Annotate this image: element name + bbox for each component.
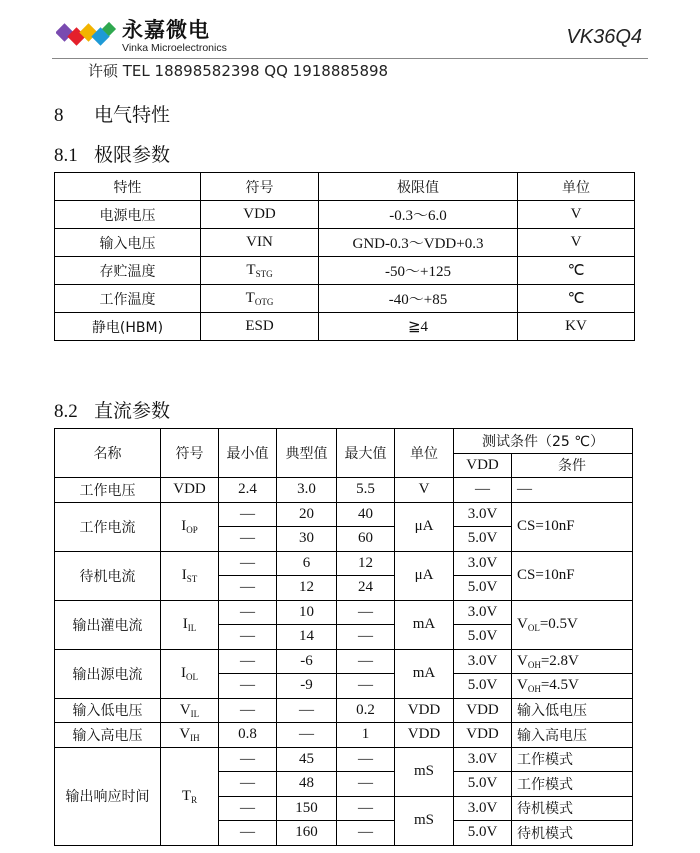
test-vdd: 5.0V (454, 527, 512, 552)
section-number: 8.1 (54, 145, 78, 166)
test-condition: 输入低电压 (512, 698, 633, 723)
max-value: 12 (337, 551, 395, 576)
section-8-1-heading (54, 140, 170, 167)
unit: mA (395, 649, 454, 698)
unit: μA (395, 551, 454, 600)
table-header-row (55, 173, 635, 201)
test-condition: 工作模式 (512, 747, 633, 772)
param-name: 输入低电压 (55, 698, 161, 723)
unit: mA (395, 600, 454, 649)
unit: VDD (395, 698, 454, 723)
typ-value: — (277, 723, 337, 748)
typ-value: 45 (277, 747, 337, 772)
param-symbol: $I_{ST}$ (161, 551, 219, 600)
unit: μA (395, 502, 454, 551)
param-symbol: $V_{IL}$ (161, 698, 219, 723)
unit: V (395, 478, 454, 503)
test-vdd: 5.0V (454, 772, 512, 797)
header-cell: 典型值 (277, 429, 337, 478)
table-row (55, 229, 635, 257)
max-value: 24 (337, 576, 395, 601)
typ-value: 6 (277, 551, 337, 576)
section-title: 直流参数 (94, 400, 171, 422)
test-vdd: VDD (454, 698, 512, 723)
min-value: — (219, 527, 277, 552)
param-unit: KV (518, 313, 635, 341)
max-value: — (337, 674, 395, 699)
test-vdd: 3.0V (454, 796, 512, 821)
test-vdd: 3.0V (454, 502, 512, 527)
param-symbol: $I_{IL}$ (161, 600, 219, 649)
header-cell: 符号 (201, 173, 319, 201)
test-vdd: VDD (454, 723, 512, 748)
header-cell: 符号 (161, 429, 219, 478)
typ-value: 160 (277, 821, 337, 846)
max-value: — (337, 772, 395, 797)
header-cell: 条件 (512, 453, 633, 478)
section-8-2-heading (54, 396, 170, 423)
min-value: — (219, 674, 277, 699)
test-condition: — (512, 478, 633, 503)
param-name: 输出源电流 (55, 649, 161, 698)
test-vdd: 3.0V (454, 649, 512, 674)
table-row (55, 551, 633, 576)
typ-value: 14 (277, 625, 337, 650)
min-value: — (219, 625, 277, 650)
test-condition: 待机模式 (512, 796, 633, 821)
table-row (55, 313, 635, 341)
section-number: 8.2 (54, 401, 78, 422)
test-condition: 待机模式 (512, 821, 633, 846)
test-vdd: 5.0V (454, 576, 512, 601)
table-row (55, 698, 633, 723)
param-symbol: VDD (161, 478, 219, 503)
table-row (55, 201, 635, 229)
param-symbol: $I_{OL}$ (161, 649, 219, 698)
test-condition: $V_{OL}=0.5V$ (512, 600, 633, 649)
min-value: — (219, 576, 277, 601)
max-value: — (337, 747, 395, 772)
header-cell: 最大值 (337, 429, 395, 478)
typ-value: 48 (277, 772, 337, 797)
test-vdd: — (454, 478, 512, 503)
brand-name-en: Vinka Microelectronics (122, 42, 227, 54)
company-logo (56, 18, 118, 52)
min-value: — (219, 796, 277, 821)
header-cell: VDD (454, 453, 512, 478)
param-symbol: $T_{OTG}$ (201, 285, 319, 313)
test-vdd: 5.0V (454, 625, 512, 650)
min-value: — (219, 600, 277, 625)
param-symbol: VIN (201, 229, 319, 257)
param-value: -50～+125 (319, 257, 518, 285)
param-name: 工作电压 (55, 478, 161, 503)
param-symbol: $I_{OP}$ (161, 502, 219, 551)
param-value: -0.3～6.0 (319, 201, 518, 229)
test-condition: 工作模式 (512, 772, 633, 797)
table-header-row (55, 429, 633, 454)
param-value: GND-0.3～VDD+0.3 (319, 229, 518, 257)
table-row (55, 747, 633, 772)
table-row (55, 478, 633, 503)
header-cell: 单位 (518, 173, 635, 201)
min-value: — (219, 772, 277, 797)
param-unit: V (518, 229, 635, 257)
min-value: — (219, 747, 277, 772)
max-value: — (337, 796, 395, 821)
header-divider (52, 58, 648, 59)
param-name: 输出响应时间 (55, 747, 161, 845)
max-value: 1 (337, 723, 395, 748)
typ-value: 20 (277, 502, 337, 527)
test-vdd: 3.0V (454, 600, 512, 625)
typ-value: 3.0 (277, 478, 337, 503)
contact-info: 许硕 TEL 18898582398 QQ 1918885898 (88, 62, 389, 80)
param-symbol: $V_{IH}$ (161, 723, 219, 748)
min-value: — (219, 649, 277, 674)
max-value: — (337, 649, 395, 674)
param-name: 输出灌电流 (55, 600, 161, 649)
param-unit: V (518, 201, 635, 229)
header-cell: 特性 (55, 173, 201, 201)
header-cell: 名称 (55, 429, 161, 478)
param-unit: ℃ (518, 285, 635, 313)
table-row (55, 649, 633, 674)
param-value: ≧4 (319, 313, 518, 341)
header-cell: 测试条件（25 ℃） (454, 429, 633, 454)
section-title: 极限参数 (94, 144, 171, 166)
max-value: 5.5 (337, 478, 395, 503)
param-name: 输入高电压 (55, 723, 161, 748)
param-symbol: VDD (201, 201, 319, 229)
min-value: 0.8 (219, 723, 277, 748)
section-8-heading (54, 100, 170, 127)
typ-value: 30 (277, 527, 337, 552)
header-cell: 极限值 (319, 173, 518, 201)
model-number: VK36Q4 (566, 26, 642, 48)
brand-name-cn: 永嘉微电 (122, 18, 210, 42)
param-name: 工作电流 (55, 502, 161, 551)
table-row (55, 723, 633, 748)
param-name: 输入电压 (55, 229, 201, 257)
test-condition: $V_{OH}=4.5V$ (512, 674, 633, 699)
param-symbol: $T_R$ (161, 747, 219, 845)
test-vdd: 5.0V (454, 674, 512, 699)
unit: mS (395, 796, 454, 845)
max-value: — (337, 600, 395, 625)
param-name: 待机电流 (55, 551, 161, 600)
table-row (55, 600, 633, 625)
table-row (55, 502, 633, 527)
unit: mS (395, 747, 454, 796)
typ-value: -6 (277, 649, 337, 674)
param-name: 电源电压 (55, 201, 201, 229)
typ-value: 10 (277, 600, 337, 625)
typ-value: 150 (277, 796, 337, 821)
max-value: — (337, 625, 395, 650)
param-symbol: $T_{STG}$ (201, 257, 319, 285)
section-title: 电气特性 (94, 104, 171, 126)
max-value: — (337, 821, 395, 846)
typ-value: 12 (277, 576, 337, 601)
section-number: 8 (54, 105, 64, 126)
max-value: 40 (337, 502, 395, 527)
header-cell: 最小值 (219, 429, 277, 478)
param-unit: ℃ (518, 257, 635, 285)
max-value: 0.2 (337, 698, 395, 723)
param-name: 存贮温度 (55, 257, 201, 285)
test-vdd: 3.0V (454, 747, 512, 772)
dc-parameters-table (54, 428, 633, 846)
unit: VDD (395, 723, 454, 748)
min-value: — (219, 551, 277, 576)
min-value: — (219, 821, 277, 846)
test-vdd: 5.0V (454, 821, 512, 846)
min-value: 2.4 (219, 478, 277, 503)
param-value: -40～+85 (319, 285, 518, 313)
param-name: 工作温度 (55, 285, 201, 313)
test-condition: $V_{OH}=2.8V$ (512, 649, 633, 674)
test-vdd: 3.0V (454, 551, 512, 576)
param-symbol: ESD (201, 313, 319, 341)
test-condition: CS=10nF (512, 502, 633, 551)
typ-value: — (277, 698, 337, 723)
typ-value: -9 (277, 674, 337, 699)
min-value: — (219, 698, 277, 723)
absolute-max-ratings-table (54, 172, 635, 341)
param-name: 静电(HBM) (55, 313, 201, 341)
table-row (55, 285, 635, 313)
test-condition: CS=10nF (512, 551, 633, 600)
test-condition: 输入高电压 (512, 723, 633, 748)
table-row (55, 257, 635, 285)
min-value: — (219, 502, 277, 527)
header-cell: 单位 (395, 429, 454, 478)
max-value: 60 (337, 527, 395, 552)
